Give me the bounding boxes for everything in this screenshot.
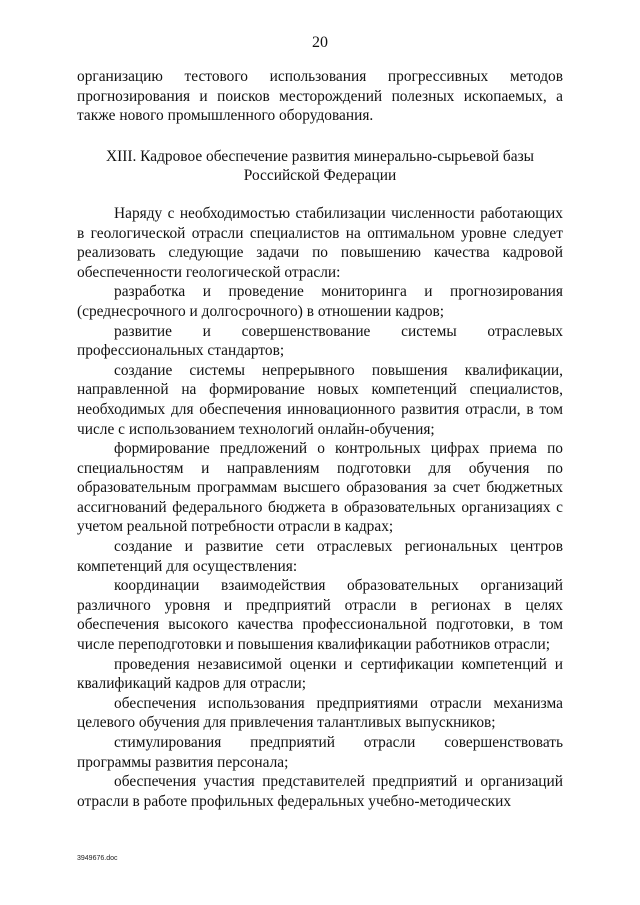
sub-list-item: обеспечения использования предприятиями отрасли механизма целевого обучения для привлечения талантливых выпускников; <box>77 694 563 732</box>
intro-paragraph: организацию тестового использования прогрессивных методов прогнозирования и поисков месторождений полезных ископаемых, а также нового промышленного оборудования. <box>77 68 563 125</box>
section-heading-line-1: XIII. Кадровое обеспечение развития минерально-сырьевой базы <box>106 147 534 165</box>
document-body <box>77 67 563 811</box>
sub-list-item: проведения независимой оценки и сертификации компетенций и квалификаций кадров для отрасли; <box>77 655 563 693</box>
section-heading-line-2: Российской Федерации <box>243 167 397 185</box>
list-item: создание системы непрерывного повышения квалификации, направленной на формирование новых компетенций специалистов, необходимых для обеспечения инновационного развития отрасли, в том числе с использованием технологий онлайн-обучения; <box>77 361 563 438</box>
sub-list-item: обеспечения участия представителей предприятий и организаций отрасли в работе профильных федеральных учебно-методических <box>77 773 563 810</box>
page-number: 20 <box>312 34 328 51</box>
section-heading <box>77 147 563 186</box>
sub-list-item: стимулирования предприятий отрасли совершенствовать программы развития персонала; <box>77 734 563 771</box>
document-filename: 3949676.doc <box>77 855 118 862</box>
list-item: создание и развитие сети отраслевых региональных центров компетенций для осуществления: <box>77 538 563 575</box>
list-item: разработка и проведение мониторинга и прогнозирования (среднесрочного и долгосрочного) в отношении кадров; <box>77 283 563 320</box>
list-item: формирование предложений о контрольных цифрах приема по специальностям и направлениям подготовки для обучения по образовательным программам высшего образования за счет бюджетных ассигнований федерального бюджета в образовательных организациях с учетом реальной потребности отрасли в кадрах; <box>77 440 563 536</box>
sub-list-item: координации взаимодействия образовательных организаций различного уровня и предприятий отрасли в регионах в целях обеспечения высокого качества профессиональной подготовки, в том числе переподготовки и повышения квалификации работников отрасли; <box>77 577 563 654</box>
paragraph: Наряду с необходимостью стабилизации численности работающих в геологической отрасли специалистов на оптимальном уровне следует реализовать следующие задачи по повышению качества кадровой обеспеченности геологической отрасли: <box>77 204 563 281</box>
list-item: развитие и совершенствование системы отраслевых профессиональных стандартов; <box>77 322 563 360</box>
